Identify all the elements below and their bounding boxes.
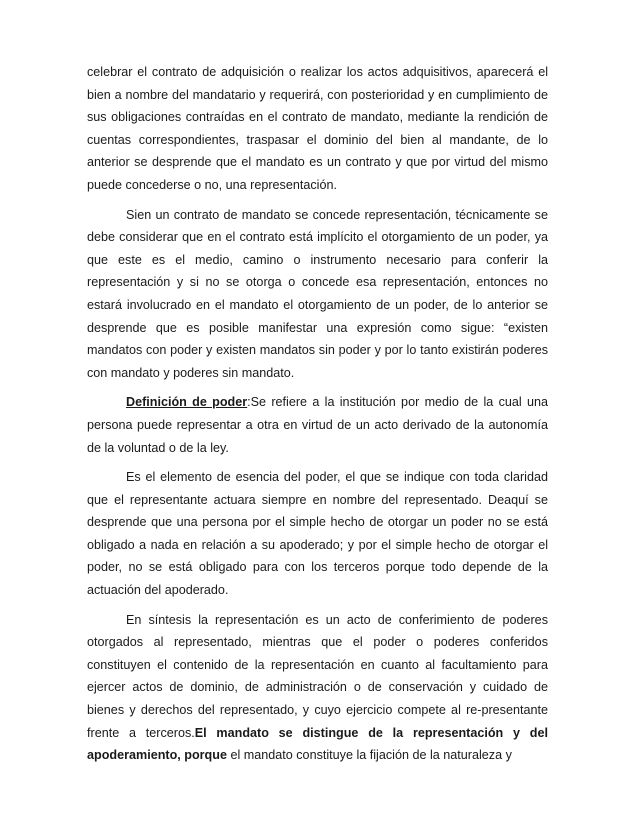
definition-term: Definición de poder xyxy=(126,395,248,410)
paragraph-5-start: En síntesis la representación es un acto de conferimiento de poderes otorgados al representado, mientras que el poder o poderes conferidos constituyen el contenido de la representación en cuanto al facultamiento para ejercer actos de dominio, de administración o de conservación y cuidado de bienes y derechos del representado, y cuyo ejercicio compete al re-presentante frente a terceros. xyxy=(87,612,548,740)
paragraph-5-end: el mandato constituye la fijación de la naturaleza y xyxy=(226,748,512,763)
paragraph-1: celebrar el contrato de adquisición o realizar los actos adquisitivos, aparecerá el bien a nombre del mandatario y requerirá, con posterioridad y en cumplimiento de sus obligaciones contraídas en el contrato de mandato, mediante la rendición de cuentas correspondientes, traspasar el dominio del bien al mandante, de lo anterior se desprende que el mandato es un contrato y que por virtud del mismo puede concederse o no, una representación. xyxy=(87,65,548,192)
paragraph-3 xyxy=(87,391,548,459)
paragraph-5-bold: El mandato se distingue de la representación y del apoderamiento, porque xyxy=(87,725,548,763)
paragraph-5 xyxy=(87,609,548,767)
paragraph-4: Es el elemento de esencia del poder, el que se indique con toda claridad que el representante actuara siempre en nombre del representado. Deaquí se desprende que una persona por el simple hecho de otorgar un poder no se está obligado a nada en relación a su apoderado; y por el simple hecho de otorgar el poder, no se está obligado para con los terceros porque todo depende de la actuación del apoderado. xyxy=(87,470,548,598)
definition-text: :Se refiere a la institución por medio de la cual una persona puede representar a otra en virtud de un acto derivado de la autonomía de la voluntad o de la ley. xyxy=(87,395,548,455)
document-body xyxy=(87,61,548,774)
paragraph-2: Sien un contrato de mandato se concede representación, técnicamente se debe considerar que en el contrato está implícito el otorgamiento de un poder, ya que este es el medio, camino o instrumento necesario para conferir la representación y si no se otorga o concede esa representación, entonces no estará involucrado en el mandato el otorgamiento de un poder, de lo anterior se desprende que es posible manifestar una expresión como sigue: “existen mandatos con poder y existen mandatos sin poder y por lo tanto existirán poderes con mandato y poderes sin mandato. xyxy=(87,207,548,380)
